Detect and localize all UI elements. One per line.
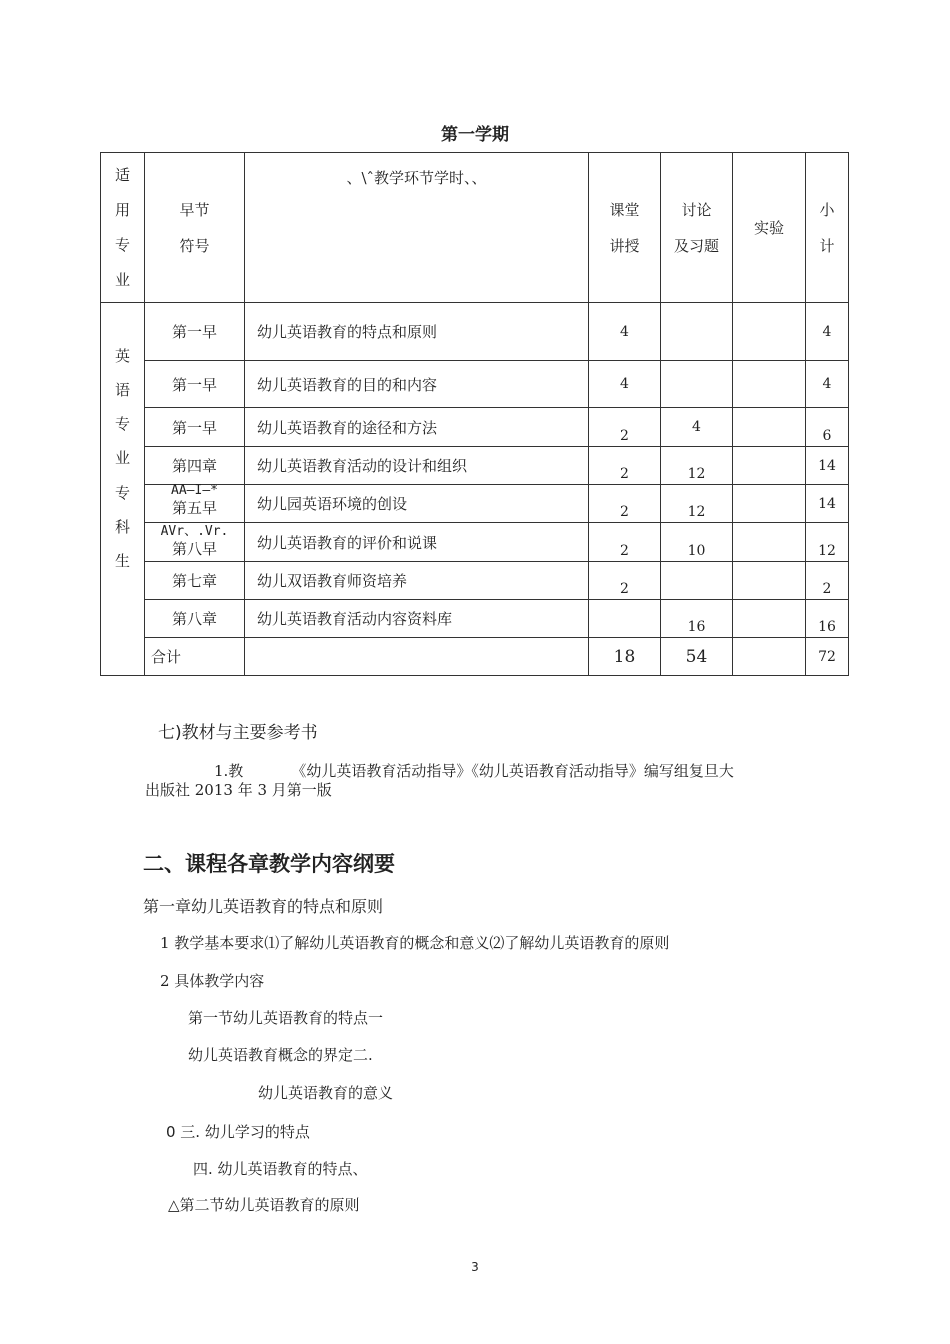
total-label: 合计 xyxy=(145,638,245,676)
subtotal-cell: 6 xyxy=(806,408,849,447)
subtotal-cell: 16 xyxy=(806,600,849,638)
discussion-cell xyxy=(661,361,733,408)
discussion-cell: 12 xyxy=(661,485,733,523)
discussion-cell: 12 xyxy=(661,447,733,485)
chapter-heading: 第一章幼儿英语教育的特点和原则 xyxy=(143,897,384,916)
header-experiment: 实验 xyxy=(733,153,806,303)
lecture-cell: 2 xyxy=(589,485,661,523)
lecture-cell xyxy=(589,600,661,638)
total-experiment xyxy=(733,638,806,676)
requirements-line: 1 教学基本要求⑴了解幼儿英语教育的概念和意义⑵了解幼儿英语教育的原则 xyxy=(160,934,670,952)
outline-item: 幼儿英语教育的意义 xyxy=(258,1084,394,1102)
header-topic: 、\ˆ教学环节学时、、 xyxy=(245,153,589,303)
lecture-cell: 2 xyxy=(589,408,661,447)
chapter-cell: 第一早 xyxy=(145,303,245,361)
discussion-cell: 10 xyxy=(661,523,733,562)
hours-table xyxy=(100,152,849,676)
topic-cell: 幼儿英语教育的途径和方法 xyxy=(245,408,589,447)
lecture-cell: 4 xyxy=(589,303,661,361)
subtotal-cell: 4 xyxy=(806,361,849,408)
subtotal-cell: 14 xyxy=(806,447,849,485)
chapter-cell: 第八章 xyxy=(145,600,245,638)
table-row xyxy=(101,562,849,600)
subtotal-cell: 4 xyxy=(806,303,849,361)
topic-cell: 幼儿英语教育活动的设计和组织 xyxy=(245,447,589,485)
lecture-cell: 2 xyxy=(589,447,661,485)
lecture-cell: 2 xyxy=(589,562,661,600)
table-row xyxy=(101,361,849,408)
header-chapter: 早节 符号 xyxy=(145,153,245,303)
discussion-cell xyxy=(661,562,733,600)
chapter-cell: 第一早 xyxy=(145,361,245,408)
chapter-cell: AVr、.Vr. 第八早 xyxy=(145,523,245,562)
content-label: 2 具体教学内容 xyxy=(160,972,265,990)
table-row xyxy=(101,447,849,485)
discussion-cell xyxy=(661,303,733,361)
lecture-cell: 2 xyxy=(589,523,661,562)
topic-cell: 幼儿英语教育的特点和原则 xyxy=(245,303,589,361)
header-subtotal: 小 计 xyxy=(806,153,849,303)
discussion-cell: 4 xyxy=(661,408,733,447)
header-major: 适 用 专 业 xyxy=(101,153,145,303)
outline-item-text: 幼儿英语教育的原则 xyxy=(224,1196,360,1214)
table-row xyxy=(101,408,849,447)
outline-item: 第一节幼儿英语教育的特点一 xyxy=(188,1009,384,1027)
table-row xyxy=(101,600,849,638)
experiment-cell xyxy=(733,485,806,523)
experiment-cell xyxy=(733,600,806,638)
topic-cell: 幼儿双语教育师资培养 xyxy=(245,562,589,600)
outline-item: 四. 幼儿英语教育的特点、 xyxy=(193,1160,368,1178)
table-header-row xyxy=(101,153,849,303)
chapter-cell: 第七章 xyxy=(145,562,245,600)
total-subtotal: 72 xyxy=(806,638,849,676)
reference-line-1 xyxy=(214,760,734,781)
total-lecture: 18 xyxy=(589,638,661,676)
chapter-cell: 第一早 xyxy=(145,408,245,447)
discussion-cell: 16 xyxy=(661,600,733,638)
total-row xyxy=(101,638,849,676)
page-number: 3 xyxy=(471,1260,479,1274)
reference-line-2: 出版社 2013 年 3 月第一版 xyxy=(145,781,332,799)
header-discussion: 讨论 及习题 xyxy=(661,153,733,303)
outline-item: 0 三. 幼儿学习的特点 xyxy=(166,1123,310,1141)
topic-cell: 幼儿园英语环境的创设 xyxy=(245,485,589,523)
reference-number: 1.教 xyxy=(214,762,244,780)
table-row xyxy=(101,303,849,361)
table-row xyxy=(101,523,849,562)
total-discussion: 54 xyxy=(661,638,733,676)
chapter-cell: AA—I—* 第五早 xyxy=(145,485,245,523)
subtotal-cell: 12 xyxy=(806,523,849,562)
table-row xyxy=(101,485,849,523)
experiment-cell xyxy=(733,447,806,485)
chapter-note: AA—I—* xyxy=(171,482,218,498)
major-cell: 英 语 专 业 专 科 生 xyxy=(101,303,145,676)
header-lecture: 课堂 讲授 xyxy=(589,153,661,303)
lecture-cell: 4 xyxy=(589,361,661,408)
topic-cell: 幼儿英语教育活动内容资料库 xyxy=(245,600,589,638)
outline-item-prefix: △第二节 xyxy=(168,1196,225,1214)
semester-title: 第一学期 xyxy=(441,125,509,145)
experiment-cell xyxy=(733,523,806,562)
experiment-cell xyxy=(733,361,806,408)
experiment-cell xyxy=(733,408,806,447)
reference-text: 《幼儿英语教育活动指导》《幼儿英语教育活动指导》编写组复旦大 xyxy=(291,762,734,780)
experiment-cell xyxy=(733,562,806,600)
experiment-cell xyxy=(733,303,806,361)
topic-cell: 幼儿英语教育的目的和内容 xyxy=(245,361,589,408)
subtotal-cell: 2 xyxy=(806,562,849,600)
chapter-cell: 第四章 xyxy=(145,447,245,485)
topic-cell: 幼儿英语教育的评价和说课 xyxy=(245,523,589,562)
references-heading: 七)教材与主要参考书 xyxy=(158,723,318,743)
total-topic-cell xyxy=(245,638,589,676)
section-heading: 二、课程各章教学内容纲要 xyxy=(143,852,395,876)
outline-item xyxy=(168,1194,360,1215)
chapter-note: AVr、.Vr. xyxy=(160,524,229,539)
subtotal-cell: 14 xyxy=(806,485,849,523)
outline-item: 幼儿英语教育概念的界定二. xyxy=(188,1046,373,1064)
